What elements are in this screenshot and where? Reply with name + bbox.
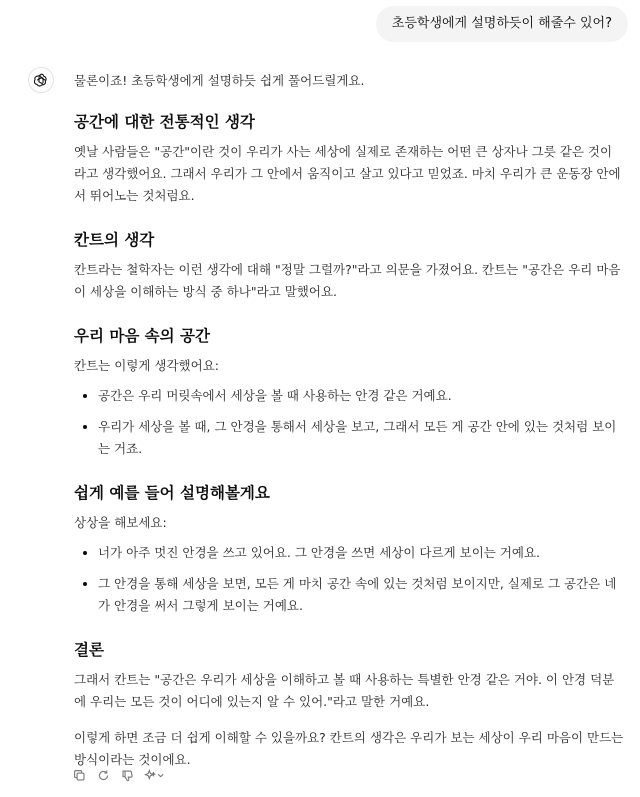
list-item: • 그 안경을 통해 세상을 보면, 모든 게 마치 공간 속에 있는 것처럼 보이지만, 실제로 그 공간은 네가 안경을 써서 그렇게 보이는 거예요. bbox=[98, 573, 624, 617]
answer-intro: 물론이죠! 초등학생에게 설명하듯 쉽게 풀어드릴게요. bbox=[74, 73, 365, 88]
thumbs-down-button[interactable] bbox=[118, 766, 136, 784]
bullet-list bbox=[74, 385, 624, 460]
openai-logo-icon bbox=[33, 72, 49, 88]
section-paragraph: 칸트라는 철학자는 이런 생각에 대해 "정말 그럴까?"라고 의문을 가졌어요. 칸트는 "공간은 우리 마음이 세상을 이해하는 방식 중 하나"라고 말했어요. bbox=[74, 262, 621, 299]
section-conclusion bbox=[74, 639, 624, 713]
section-heading: 칸트의 생각 bbox=[74, 231, 155, 249]
section-easy-example bbox=[74, 482, 624, 617]
section-heading: 공간에 대한 전통적인 생각 bbox=[74, 113, 255, 131]
section-space-in-mind bbox=[74, 325, 624, 460]
bullet-list bbox=[74, 542, 624, 617]
assistant-avatar bbox=[28, 67, 54, 93]
thumbs-down-icon bbox=[121, 769, 134, 782]
section-paragraph: 칸트는 이렇게 생각했어요: bbox=[74, 358, 219, 373]
model-switch-icon bbox=[143, 769, 167, 782]
model-switch-button[interactable] bbox=[142, 766, 168, 784]
section-heading: 쉽게 예를 들어 설명해볼게요 bbox=[74, 484, 270, 502]
section-kant-idea bbox=[74, 229, 624, 303]
regenerate-button[interactable] bbox=[94, 766, 112, 784]
section-heading: 결론 bbox=[74, 641, 104, 659]
message-action-bar bbox=[70, 766, 168, 784]
section-paragraph: 그래서 칸트는 "공간은 우리가 세상을 이해하고 볼 때 사용하는 특별한 안경 같은 거야. 이 안경 덕분에 우리는 모든 것이 어디에 있는지 알 수 있어."라고 말한 거예요. bbox=[74, 672, 615, 709]
regenerate-icon bbox=[97, 769, 110, 782]
user-message-bubble: 초등학생에게 설명하듯이 해줄수 있어? bbox=[376, 6, 628, 42]
list-item: • 공간은 우리 머릿속에서 세상을 볼 때 사용하는 안경 같은 거예요. bbox=[98, 385, 624, 407]
answer-closing: 이렇게 하면 조금 더 쉽게 이해할 수 있을까요? 칸트의 생각은 우리가 보는 세상이 우리 마음이 만드는 방식이라는 것이에요. bbox=[74, 730, 624, 767]
assistant-message bbox=[74, 70, 624, 771]
copy-icon bbox=[73, 769, 86, 782]
list-item: • 너가 아주 멋진 안경을 쓰고 있어요. 그 안경을 쓰면 세상이 다르게 보이는 거예요. bbox=[98, 542, 624, 564]
section-paragraph: 상상을 해보세요: bbox=[74, 515, 167, 530]
section-paragraph: 옛날 사람들은 "공간"이란 것이 우리가 사는 세상에 실제로 존재하는 어떤 큰 상자나 그릇 같은 것이라고 생각했어요. 그래서 우리가 그 안에서 움직이고 살고 있다고 믿었죠. 마치 우리가 큰 운동장 안에서 뛰어노는 것처럼요. bbox=[74, 144, 621, 203]
copy-button[interactable] bbox=[70, 766, 88, 784]
list-item: • 우리가 세상을 볼 때, 그 안경을 통해서 세상을 보고, 그래서 모든 게 공간 안에 있는 것처럼 보이는 거죠. bbox=[98, 416, 624, 460]
section-heading: 우리 마음 속의 공간 bbox=[74, 327, 210, 345]
section-traditional-space bbox=[74, 111, 624, 207]
